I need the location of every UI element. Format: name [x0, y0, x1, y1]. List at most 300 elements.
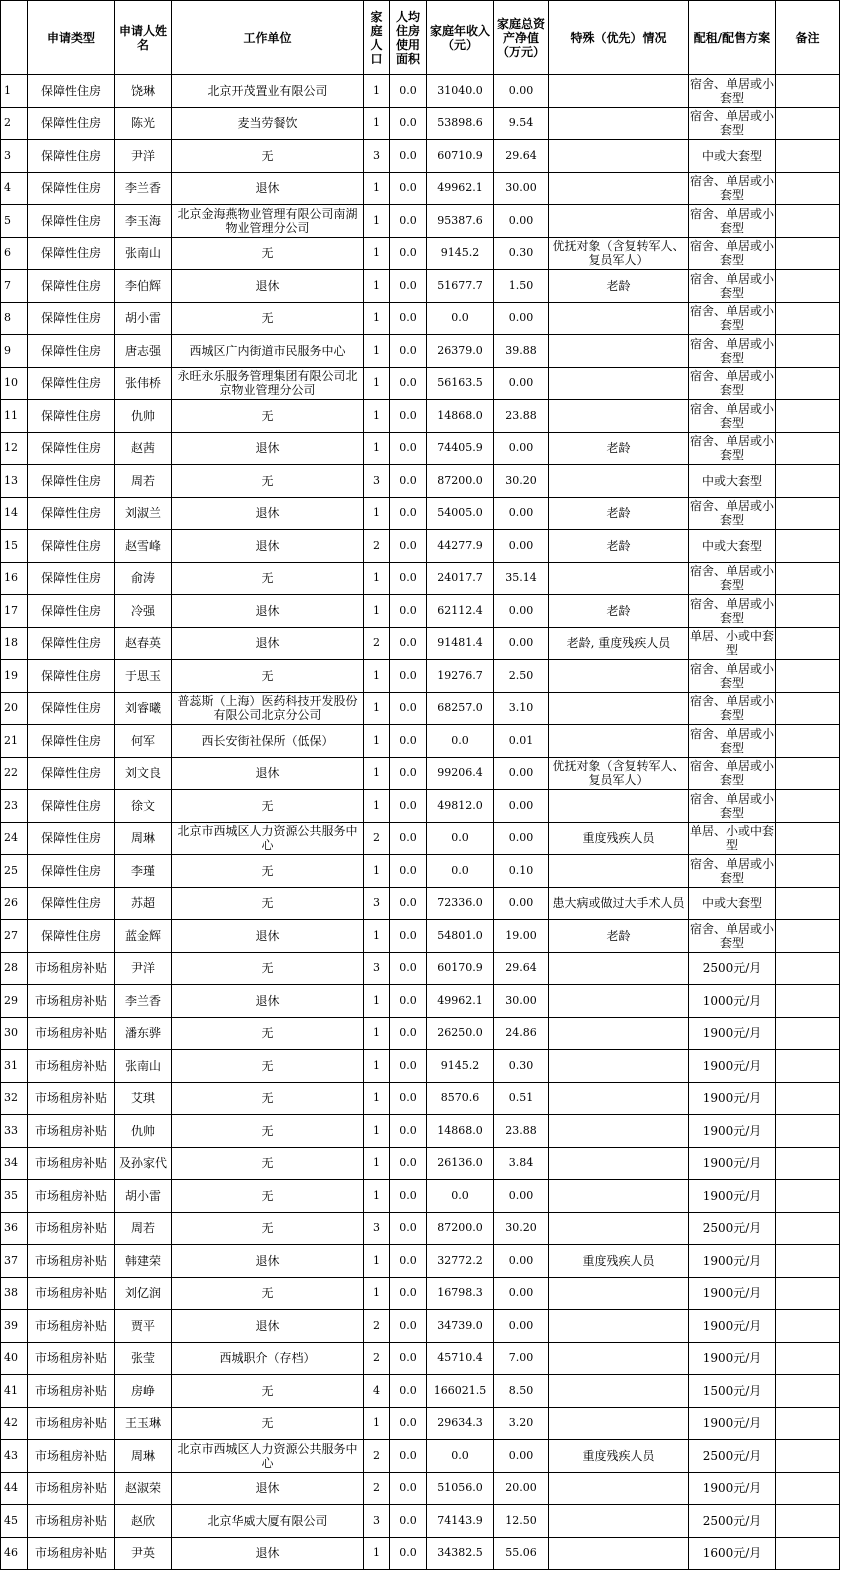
cell-special: 老龄	[549, 530, 689, 563]
cell-area: 0.0	[390, 1115, 427, 1148]
cell-type: 市场租房补贴	[28, 1147, 115, 1180]
cell-plan: 中或大套型	[689, 887, 776, 920]
cell-people: 1	[364, 1050, 390, 1083]
cell-name: 陈光	[115, 107, 172, 140]
table-row	[1, 335, 840, 368]
cell-unit: 无	[172, 1375, 364, 1408]
cell-name: 俞涛	[115, 562, 172, 595]
table-row	[1, 302, 840, 335]
cell-unit: 无	[172, 1017, 364, 1050]
cell-type: 市场租房补贴	[28, 1375, 115, 1408]
cell-plan: 1900元/月	[689, 1050, 776, 1083]
cell-special	[549, 302, 689, 335]
cell-income: 91481.4	[427, 627, 494, 660]
cell-assets: 55.06	[494, 1537, 549, 1570]
cell-special	[549, 465, 689, 498]
cell-type: 市场租房补贴	[28, 1245, 115, 1278]
cell-seq: 20	[1, 692, 28, 725]
cell-people: 1	[364, 1277, 390, 1310]
header-name: 申请人姓名	[115, 1, 172, 75]
cell-special	[549, 1082, 689, 1115]
cell-assets: 30.20	[494, 1212, 549, 1245]
table-row	[1, 1180, 840, 1213]
cell-seq: 28	[1, 952, 28, 985]
table-row	[1, 790, 840, 823]
cell-income: 14868.0	[427, 400, 494, 433]
cell-special	[549, 400, 689, 433]
cell-income: 45710.4	[427, 1342, 494, 1375]
cell-unit: 退休	[172, 497, 364, 530]
cell-unit: 北京开茂置业有限公司	[172, 75, 364, 108]
cell-name: 及孙家代	[115, 1147, 172, 1180]
cell-name: 冷强	[115, 595, 172, 628]
cell-type: 保障性住房	[28, 140, 115, 173]
cell-special	[549, 1472, 689, 1505]
cell-unit: 无	[172, 465, 364, 498]
cell-area: 0.0	[390, 1082, 427, 1115]
cell-people: 1	[364, 725, 390, 758]
cell-people: 1	[364, 1017, 390, 1050]
cell-unit: 无	[172, 1050, 364, 1083]
cell-type: 保障性住房	[28, 465, 115, 498]
cell-special	[549, 1212, 689, 1245]
cell-unit: 北京市西城区人力资源公共服务中心	[172, 1440, 364, 1473]
cell-note	[776, 335, 840, 368]
cell-plan: 2500元/月	[689, 1212, 776, 1245]
cell-plan: 宿舍、单居或小套型	[689, 302, 776, 335]
cell-unit: 退休	[172, 1537, 364, 1570]
cell-seq: 13	[1, 465, 28, 498]
cell-area: 0.0	[390, 595, 427, 628]
cell-people: 1	[364, 302, 390, 335]
cell-unit: 永旺永乐服务管理集团有限公司北京物业管理分公司	[172, 367, 364, 400]
table-row	[1, 107, 840, 140]
cell-income: 29634.3	[427, 1407, 494, 1440]
cell-unit: 北京华威大厦有限公司	[172, 1505, 364, 1538]
cell-area: 0.0	[390, 790, 427, 823]
table-row	[1, 237, 840, 270]
table-row	[1, 497, 840, 530]
cell-special	[549, 1375, 689, 1408]
cell-name: 刘淑兰	[115, 497, 172, 530]
cell-seq: 12	[1, 432, 28, 465]
cell-plan: 1900元/月	[689, 1310, 776, 1343]
cell-plan: 单居、小或中套型	[689, 822, 776, 855]
cell-assets: 9.54	[494, 107, 549, 140]
cell-seq: 1	[1, 75, 28, 108]
cell-assets: 0.00	[494, 497, 549, 530]
cell-income: 34382.5	[427, 1537, 494, 1570]
cell-note	[776, 367, 840, 400]
cell-unit: 退休	[172, 530, 364, 563]
cell-plan: 1900元/月	[689, 1180, 776, 1213]
cell-seq: 17	[1, 595, 28, 628]
cell-assets: 30.00	[494, 985, 549, 1018]
cell-special: 重度残疾人员	[549, 1245, 689, 1278]
cell-note	[776, 237, 840, 270]
cell-name: 韩建荣	[115, 1245, 172, 1278]
cell-assets: 29.64	[494, 140, 549, 173]
cell-area: 0.0	[390, 692, 427, 725]
cell-name: 徐文	[115, 790, 172, 823]
cell-area: 0.0	[390, 530, 427, 563]
header-note: 备注	[776, 1, 840, 75]
header-row	[1, 1, 840, 75]
cell-people: 1	[364, 855, 390, 888]
cell-people: 1	[364, 1082, 390, 1115]
cell-name: 周若	[115, 1212, 172, 1245]
cell-assets: 1.50	[494, 270, 549, 303]
cell-special	[549, 692, 689, 725]
cell-income: 34739.0	[427, 1310, 494, 1343]
cell-unit: 无	[172, 855, 364, 888]
cell-note	[776, 530, 840, 563]
cell-note	[776, 692, 840, 725]
cell-name: 何军	[115, 725, 172, 758]
cell-people: 1	[364, 205, 390, 238]
cell-plan: 宿舍、单居或小套型	[689, 400, 776, 433]
cell-people: 3	[364, 140, 390, 173]
cell-people: 1	[364, 1180, 390, 1213]
cell-income: 24017.7	[427, 562, 494, 595]
cell-area: 0.0	[390, 400, 427, 433]
cell-assets: 0.00	[494, 367, 549, 400]
cell-unit: 无	[172, 1115, 364, 1148]
cell-special	[549, 172, 689, 205]
cell-people: 1	[364, 757, 390, 790]
cell-plan: 宿舍、单居或小套型	[689, 335, 776, 368]
cell-type: 保障性住房	[28, 790, 115, 823]
cell-area: 0.0	[390, 920, 427, 953]
cell-special	[549, 1407, 689, 1440]
cell-income: 14868.0	[427, 1115, 494, 1148]
cell-area: 0.0	[390, 367, 427, 400]
cell-note	[776, 1017, 840, 1050]
cell-name: 艾琪	[115, 1082, 172, 1115]
table-row	[1, 432, 840, 465]
cell-plan: 宿舍、单居或小套型	[689, 172, 776, 205]
cell-assets: 24.86	[494, 1017, 549, 1050]
table-body	[1, 75, 840, 1570]
cell-plan: 宿舍、单居或小套型	[689, 595, 776, 628]
cell-seq: 6	[1, 237, 28, 270]
cell-unit: 无	[172, 887, 364, 920]
cell-people: 2	[364, 627, 390, 660]
cell-people: 1	[364, 497, 390, 530]
cell-name: 张伟桥	[115, 367, 172, 400]
header-assets: 家庭总资产净值（万元）	[494, 1, 549, 75]
cell-note	[776, 497, 840, 530]
cell-seq: 33	[1, 1115, 28, 1148]
cell-income: 62112.4	[427, 595, 494, 628]
cell-assets: 0.00	[494, 1180, 549, 1213]
cell-special	[549, 335, 689, 368]
cell-name: 饶琳	[115, 75, 172, 108]
cell-unit: 西城职介（存档）	[172, 1342, 364, 1375]
cell-name: 王玉琳	[115, 1407, 172, 1440]
cell-income: 0.0	[427, 1180, 494, 1213]
cell-note	[776, 1082, 840, 1115]
cell-special: 老龄	[549, 432, 689, 465]
cell-area: 0.0	[390, 172, 427, 205]
table-row	[1, 1277, 840, 1310]
table-row	[1, 465, 840, 498]
table-row	[1, 1245, 840, 1278]
cell-assets: 0.00	[494, 1440, 549, 1473]
cell-unit: 无	[172, 1212, 364, 1245]
cell-name: 赵欣	[115, 1505, 172, 1538]
cell-people: 1	[364, 1245, 390, 1278]
cell-special	[549, 1147, 689, 1180]
cell-income: 0.0	[427, 725, 494, 758]
table-row	[1, 887, 840, 920]
cell-seq: 45	[1, 1505, 28, 1538]
cell-plan: 1900元/月	[689, 1342, 776, 1375]
cell-people: 1	[364, 75, 390, 108]
cell-special: 老龄	[549, 920, 689, 953]
cell-plan: 1900元/月	[689, 1245, 776, 1278]
cell-plan: 单居、小或中套型	[689, 627, 776, 660]
cell-plan: 宿舍、单居或小套型	[689, 562, 776, 595]
table-row	[1, 855, 840, 888]
cell-people: 1	[364, 270, 390, 303]
cell-type: 保障性住房	[28, 367, 115, 400]
cell-note	[776, 1180, 840, 1213]
cell-income: 9145.2	[427, 237, 494, 270]
cell-people: 2	[364, 1440, 390, 1473]
cell-people: 2	[364, 1472, 390, 1505]
cell-type: 市场租房补贴	[28, 985, 115, 1018]
cell-income: 68257.0	[427, 692, 494, 725]
cell-area: 0.0	[390, 1310, 427, 1343]
cell-income: 87200.0	[427, 465, 494, 498]
cell-assets: 0.00	[494, 790, 549, 823]
cell-plan: 1500元/月	[689, 1375, 776, 1408]
cell-area: 0.0	[390, 1440, 427, 1473]
cell-unit: 无	[172, 1407, 364, 1440]
cell-income: 87200.0	[427, 1212, 494, 1245]
cell-income: 54801.0	[427, 920, 494, 953]
cell-plan: 宿舍、单居或小套型	[689, 270, 776, 303]
cell-unit: 无	[172, 790, 364, 823]
cell-plan: 1900元/月	[689, 1082, 776, 1115]
cell-income: 49812.0	[427, 790, 494, 823]
cell-plan: 宿舍、单居或小套型	[689, 237, 776, 270]
cell-seq: 38	[1, 1277, 28, 1310]
cell-plan: 宿舍、单居或小套型	[689, 660, 776, 693]
cell-assets: 0.30	[494, 237, 549, 270]
cell-type: 保障性住房	[28, 432, 115, 465]
cell-note	[776, 205, 840, 238]
cell-note	[776, 1440, 840, 1473]
cell-plan: 1900元/月	[689, 1115, 776, 1148]
cell-seq: 25	[1, 855, 28, 888]
cell-seq: 3	[1, 140, 28, 173]
cell-assets: 30.00	[494, 172, 549, 205]
cell-people: 1	[364, 367, 390, 400]
cell-area: 0.0	[390, 75, 427, 108]
table-row	[1, 595, 840, 628]
cell-name: 胡小雷	[115, 1180, 172, 1213]
cell-people: 1	[364, 335, 390, 368]
cell-note	[776, 595, 840, 628]
cell-note	[776, 107, 840, 140]
cell-people: 1	[364, 595, 390, 628]
cell-type: 保障性住房	[28, 270, 115, 303]
cell-assets: 0.00	[494, 595, 549, 628]
cell-seq: 22	[1, 757, 28, 790]
cell-people: 1	[364, 1115, 390, 1148]
cell-name: 李瑾	[115, 855, 172, 888]
cell-assets: 29.64	[494, 952, 549, 985]
cell-type: 市场租房补贴	[28, 1537, 115, 1570]
cell-assets: 3.20	[494, 1407, 549, 1440]
cell-unit: 无	[172, 660, 364, 693]
cell-area: 0.0	[390, 1212, 427, 1245]
cell-assets: 0.51	[494, 1082, 549, 1115]
cell-seq: 29	[1, 985, 28, 1018]
cell-note	[776, 757, 840, 790]
cell-assets: 39.88	[494, 335, 549, 368]
cell-special	[549, 1310, 689, 1343]
cell-area: 0.0	[390, 660, 427, 693]
cell-seq: 32	[1, 1082, 28, 1115]
cell-seq: 42	[1, 1407, 28, 1440]
table-row	[1, 400, 840, 433]
cell-plan: 宿舍、单居或小套型	[689, 855, 776, 888]
cell-special: 优抚对象（含复转军人、复员军人）	[549, 237, 689, 270]
header-special: 特殊（优先）情况	[549, 1, 689, 75]
cell-income: 26136.0	[427, 1147, 494, 1180]
cell-income: 56163.5	[427, 367, 494, 400]
cell-income: 166021.5	[427, 1375, 494, 1408]
cell-note	[776, 1375, 840, 1408]
cell-note	[776, 1407, 840, 1440]
cell-name: 尹洋	[115, 140, 172, 173]
cell-income: 8570.6	[427, 1082, 494, 1115]
cell-unit: 退休	[172, 1245, 364, 1278]
cell-name: 胡小雷	[115, 302, 172, 335]
cell-special	[549, 75, 689, 108]
cell-people: 4	[364, 1375, 390, 1408]
cell-plan: 1900元/月	[689, 1277, 776, 1310]
cell-area: 0.0	[390, 335, 427, 368]
cell-note	[776, 855, 840, 888]
cell-note	[776, 302, 840, 335]
cell-seq: 16	[1, 562, 28, 595]
cell-plan: 宿舍、单居或小套型	[689, 725, 776, 758]
cell-assets: 23.88	[494, 400, 549, 433]
cell-name: 张南山	[115, 1050, 172, 1083]
cell-assets: 19.00	[494, 920, 549, 953]
cell-plan: 中或大套型	[689, 140, 776, 173]
cell-area: 0.0	[390, 1245, 427, 1278]
cell-name: 蓝金辉	[115, 920, 172, 953]
cell-area: 0.0	[390, 627, 427, 660]
cell-unit: 退休	[172, 595, 364, 628]
cell-special	[549, 1537, 689, 1570]
cell-type: 市场租房补贴	[28, 1407, 115, 1440]
cell-note	[776, 790, 840, 823]
cell-area: 0.0	[390, 985, 427, 1018]
cell-people: 1	[364, 692, 390, 725]
cell-assets: 0.01	[494, 725, 549, 758]
cell-plan: 宿舍、单居或小套型	[689, 205, 776, 238]
table-row	[1, 692, 840, 725]
cell-income: 49962.1	[427, 985, 494, 1018]
cell-note	[776, 1537, 840, 1570]
cell-seq: 9	[1, 335, 28, 368]
cell-people: 3	[364, 952, 390, 985]
cell-assets: 30.20	[494, 465, 549, 498]
cell-name: 房峥	[115, 1375, 172, 1408]
cell-special	[549, 660, 689, 693]
cell-unit: 无	[172, 1277, 364, 1310]
cell-name: 李玉海	[115, 205, 172, 238]
cell-name: 张莹	[115, 1342, 172, 1375]
cell-type: 市场租房补贴	[28, 1440, 115, 1473]
cell-unit: 无	[172, 237, 364, 270]
header-type: 申请类型	[28, 1, 115, 75]
cell-seq: 36	[1, 1212, 28, 1245]
cell-note	[776, 920, 840, 953]
cell-type: 市场租房补贴	[28, 1505, 115, 1538]
cell-seq: 34	[1, 1147, 28, 1180]
cell-name: 潘东骅	[115, 1017, 172, 1050]
table-row	[1, 952, 840, 985]
table-row	[1, 1472, 840, 1505]
cell-people: 1	[364, 660, 390, 693]
cell-special	[549, 107, 689, 140]
cell-note	[776, 1115, 840, 1148]
table-row	[1, 627, 840, 660]
cell-seq: 37	[1, 1245, 28, 1278]
cell-note	[776, 1472, 840, 1505]
cell-area: 0.0	[390, 497, 427, 530]
cell-type: 保障性住房	[28, 562, 115, 595]
cell-people: 2	[364, 1342, 390, 1375]
cell-unit: 退休	[172, 270, 364, 303]
table-row	[1, 270, 840, 303]
cell-income: 32772.2	[427, 1245, 494, 1278]
cell-plan: 宿舍、单居或小套型	[689, 692, 776, 725]
cell-assets: 23.88	[494, 1115, 549, 1148]
cell-plan: 宿舍、单居或小套型	[689, 432, 776, 465]
cell-income: 60710.9	[427, 140, 494, 173]
cell-unit: 北京金海燕物业管理有限公司南湖物业管理分公司	[172, 205, 364, 238]
cell-special	[549, 790, 689, 823]
cell-name: 李兰香	[115, 985, 172, 1018]
table-row	[1, 1082, 840, 1115]
cell-area: 0.0	[390, 855, 427, 888]
cell-note	[776, 465, 840, 498]
cell-income: 9145.2	[427, 1050, 494, 1083]
cell-name: 刘睿曦	[115, 692, 172, 725]
cell-special: 优抚对象（含复转军人、复员军人）	[549, 757, 689, 790]
cell-note	[776, 1277, 840, 1310]
cell-assets: 0.00	[494, 1310, 549, 1343]
header-plan: 配租/配售方案	[689, 1, 776, 75]
cell-plan: 中或大套型	[689, 530, 776, 563]
cell-unit: 退休	[172, 985, 364, 1018]
table-row	[1, 530, 840, 563]
cell-type: 保障性住房	[28, 757, 115, 790]
cell-seq: 19	[1, 660, 28, 693]
cell-unit: 退休	[172, 1472, 364, 1505]
cell-name: 尹英	[115, 1537, 172, 1570]
cell-name: 赵淑荣	[115, 1472, 172, 1505]
cell-assets: 0.30	[494, 1050, 549, 1083]
